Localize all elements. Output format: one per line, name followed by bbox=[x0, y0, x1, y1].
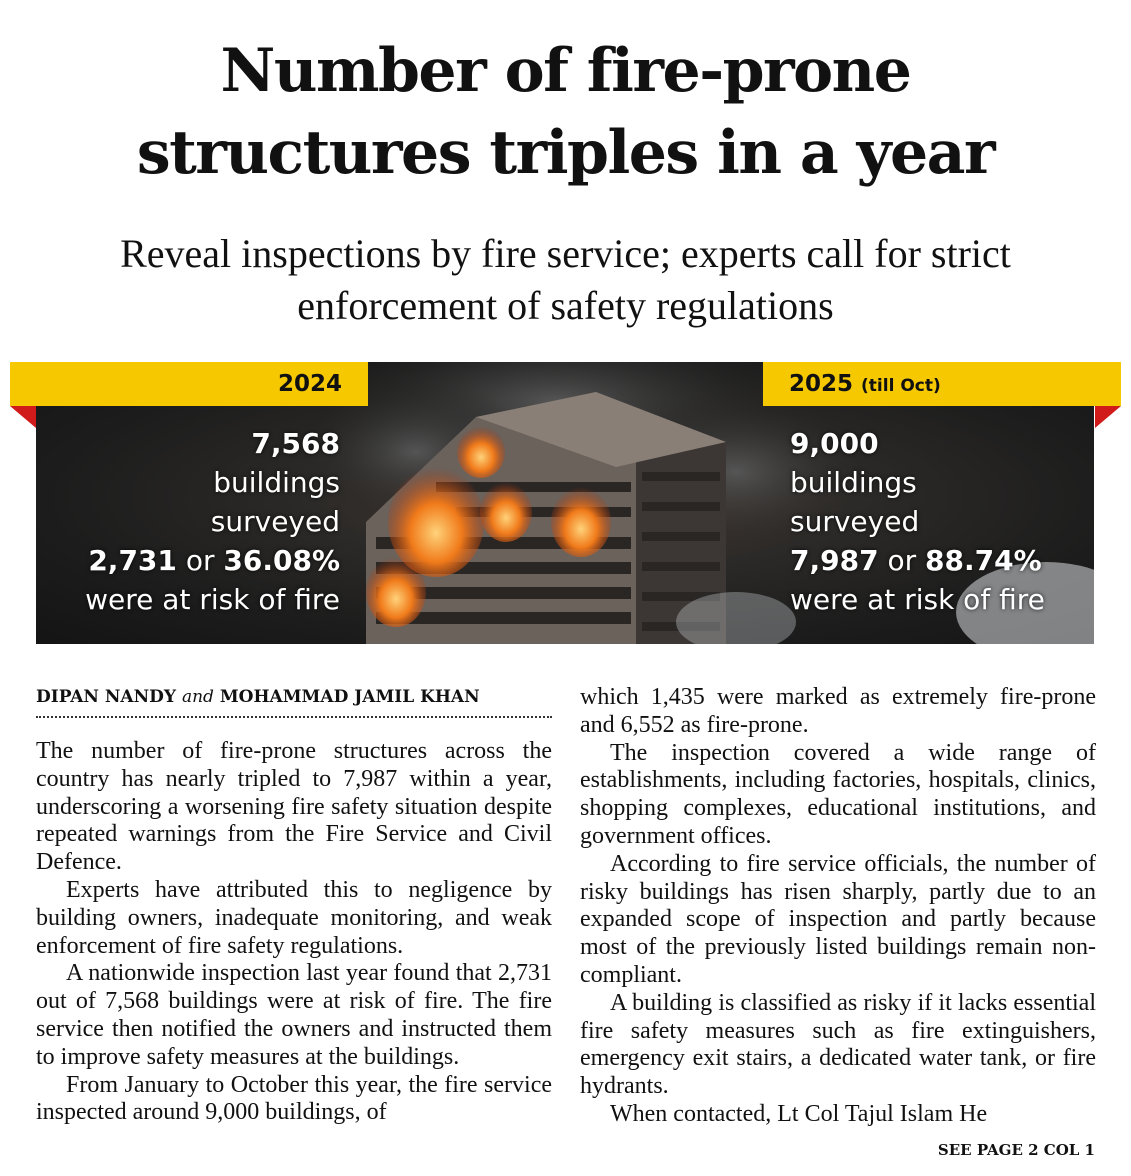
flame bbox=[366, 557, 426, 627]
subheadline-line-1: Reveal inspections by fire service; experts call for strict bbox=[120, 231, 1011, 276]
body-paragraph: A nationwide inspection last year found that 2,731 out of 7,568 buildings were at risk of fire. The fire service then notified the owners and instructed them to improve safety measures at the buildings. bbox=[36, 960, 552, 1070]
body-paragraph: which 1,435 were marked as extremely fire-prone and 6,552 as fire-prone. bbox=[580, 684, 1096, 738]
body-paragraph: The inspection covered a wide range of establishments, including factories, hospitals, clinics, shopping complexes, educational institutions, and government offices. bbox=[580, 739, 1096, 849]
risk-count-2024: 2,731 bbox=[88, 544, 177, 577]
body-paragraph: Experts have attributed this to negligence by building owners, inadequate monitoring, and weak enforcement of fire safety regulations. bbox=[36, 876, 552, 959]
byline-connector: and bbox=[181, 687, 214, 707]
body-paragraph: From January to October this year, the fire service inspected around 9,000 buildings, of bbox=[36, 1071, 552, 1126]
author-2: MOHAMMAD JAMIL KHAN bbox=[219, 687, 480, 707]
subheadline-line-2: enforcement of safety regulations bbox=[297, 283, 834, 328]
risk-percent-2025: 88.74% bbox=[925, 544, 1042, 577]
body-paragraph: A building is classified as risky if it lacks essential fire safety measures such as fire extinguishers, emergency exit stairs, a dedicated water tank, or fire hydrants. bbox=[580, 989, 1096, 1100]
buildings-label-2024: buildings bbox=[213, 466, 340, 499]
flame bbox=[457, 426, 505, 478]
body-column-right bbox=[580, 684, 1096, 1129]
risk-count-2025: 7,987 bbox=[790, 544, 879, 577]
author-1: DIPAN NANDY bbox=[36, 687, 177, 707]
stat-block-2024 bbox=[10, 424, 340, 619]
year-2025-label: 2025 bbox=[789, 371, 854, 397]
buildings-label-2025: buildings bbox=[790, 466, 917, 499]
risk-line-2025 bbox=[790, 541, 1120, 580]
flame bbox=[480, 482, 532, 542]
year-2024-label: 2024 bbox=[277, 371, 342, 397]
buildings-count-2025: 9,000 bbox=[790, 427, 879, 460]
risk-connector-2024: or bbox=[185, 544, 215, 577]
stat-block-2025 bbox=[790, 424, 1120, 619]
headline-line-2: structures triples in a year bbox=[136, 118, 995, 188]
risk-label-2024: were at risk of fire bbox=[85, 583, 340, 616]
body-column-left bbox=[36, 738, 552, 1127]
risk-label-2025: were at risk of fire bbox=[790, 583, 1045, 616]
headline bbox=[0, 30, 1131, 194]
body-paragraph: When contacted, Lt Col Tajul Islam He bbox=[610, 1100, 988, 1127]
risk-line-2024 bbox=[10, 541, 340, 580]
byline bbox=[36, 684, 552, 718]
body-paragraph: According to fire service officials, the number of risky buildings has risen sharply, partly due to an expanded scope of inspection and partly because most of the previously listed buildings remain non-compliant. bbox=[580, 850, 1096, 988]
year-tab-2025 bbox=[763, 362, 1121, 406]
surveyed-label-2024: surveyed bbox=[210, 505, 340, 538]
buildings-count-2024: 7,568 bbox=[251, 427, 340, 460]
body-paragraph: The number of fire-prone structures across the country has nearly tripled to 7,987 within a year, underscoring a worsening fire safety situation despite repeated warnings from the Fire Service and Civil Defence. bbox=[36, 738, 552, 876]
subheadline bbox=[0, 228, 1131, 332]
risk-connector-2025: or bbox=[887, 544, 917, 577]
surveyed-label-2025: surveyed bbox=[790, 505, 920, 538]
continuation-note[interactable]: SEE PAGE 2 COL 1 bbox=[937, 1141, 1095, 1159]
headline-line-1: Number of fire-prone bbox=[220, 36, 911, 106]
risk-percent-2024: 36.08% bbox=[223, 544, 340, 577]
year-2025-note: (till Oct) bbox=[861, 376, 941, 396]
flame bbox=[551, 487, 611, 557]
year-tab-2024 bbox=[10, 362, 368, 406]
